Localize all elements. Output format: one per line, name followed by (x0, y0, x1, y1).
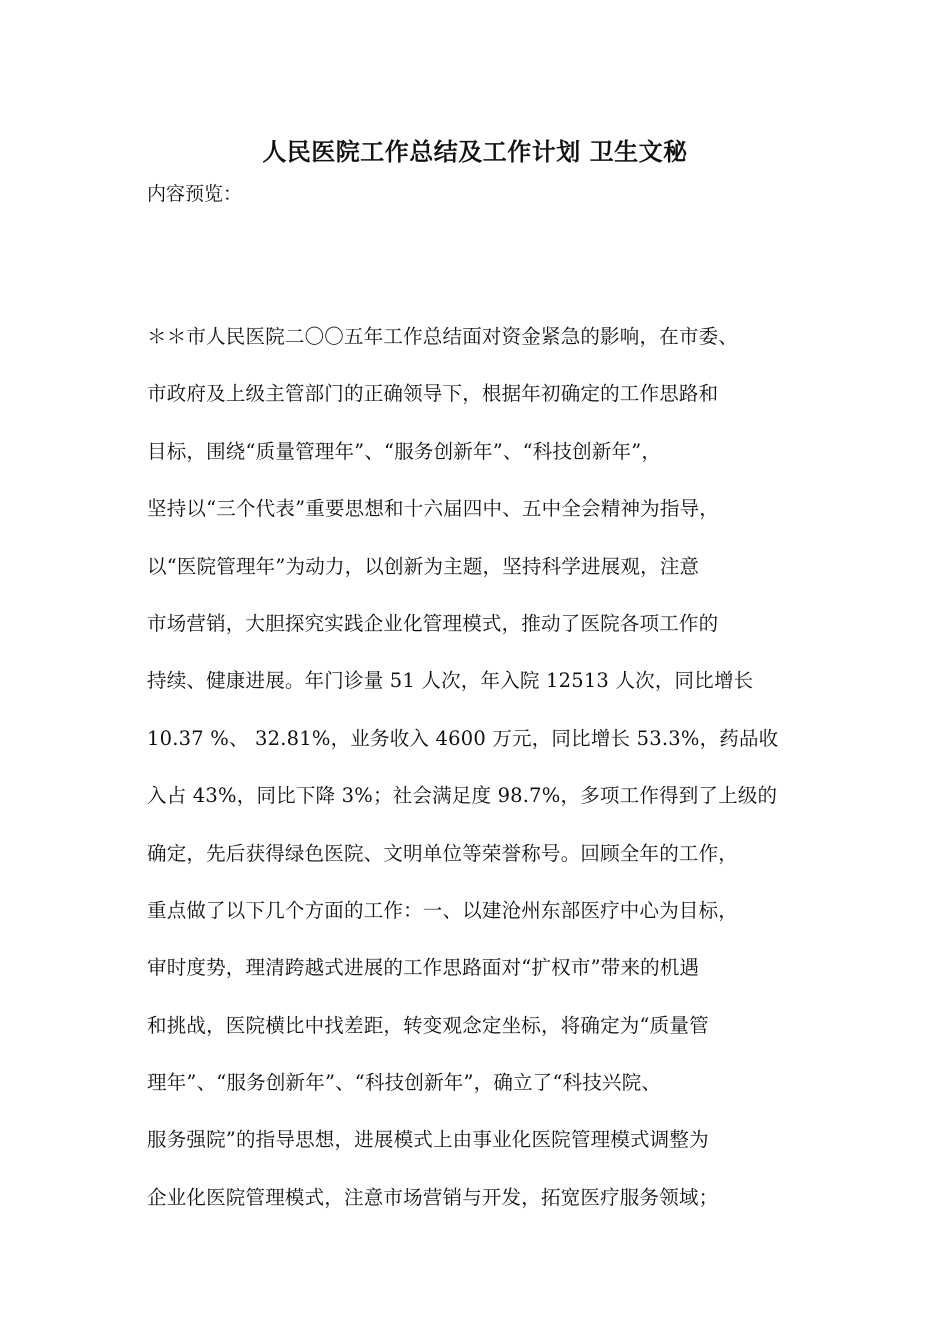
body-line: 10.37 %、 32.81%，业务收入 4600 万元，同比增长 53.3%，药品收 (147, 726, 779, 750)
body-line: 持续、健康进展。年门诊量 51 人次，年入院 12513 人次，同比增长 (147, 669, 754, 693)
preview-label: 内容预览： (147, 183, 243, 205)
body-line: 确定，先后获得绿色医院、文明单位等荣誉称号。回顾全年的工作， (147, 841, 739, 865)
body-line: 目标，围绕“质量管理年”、“服务创新年”、“科技创新年”， (147, 439, 662, 463)
body-line: 审时度势，理清跨越式进展的工作思路面对“扩权市”带来的机遇 (147, 956, 700, 980)
body-line: 市场营销，大胆探究实践企业化管理模式，推动了医院各项工作的 (147, 611, 719, 635)
document-title: 人民医院工作总结及工作计划 卫生文秘 (262, 137, 688, 166)
body-line: 重点做了以下几个方面的工作：一、以建沧州东部医疗中心为目标， (147, 898, 739, 922)
body-line: 以“医院管理年”为动力，以创新为主题，坚持科学进展观，注意 (147, 554, 700, 578)
body-line: 理年”、“服务创新年”、“科技创新年”，确立了“科技兴院、 (147, 1071, 662, 1095)
body-line: 服务强院”的指导思想，进展模式上由事业化医院管理模式调整为 (147, 1128, 709, 1152)
body-line: ＊＊市人民医院二〇〇五年工作总结面对资金紧急的影响，在市委、 (147, 325, 739, 348)
body-line: 坚持以“三个代表”重要思想和十六届四中、五中全会精神为指导， (147, 497, 719, 521)
body-text (147, 316, 837, 1234)
body-line: 市政府及上级主管部门的正确领导下，根据年初确定的工作思路和 (147, 382, 719, 406)
body-line: 入占 43%，同比下降 3%；社会满足度 98.7%，多项工作得到了上级的 (147, 784, 778, 808)
body-line: 企业化医院管理模式，注意市场营销与开发，拓宽医疗服务领域； (147, 1185, 719, 1209)
body-line: 和挑战，医院横比中找差距，转变观念定坐标，将确定为“质量管 (147, 1013, 709, 1037)
